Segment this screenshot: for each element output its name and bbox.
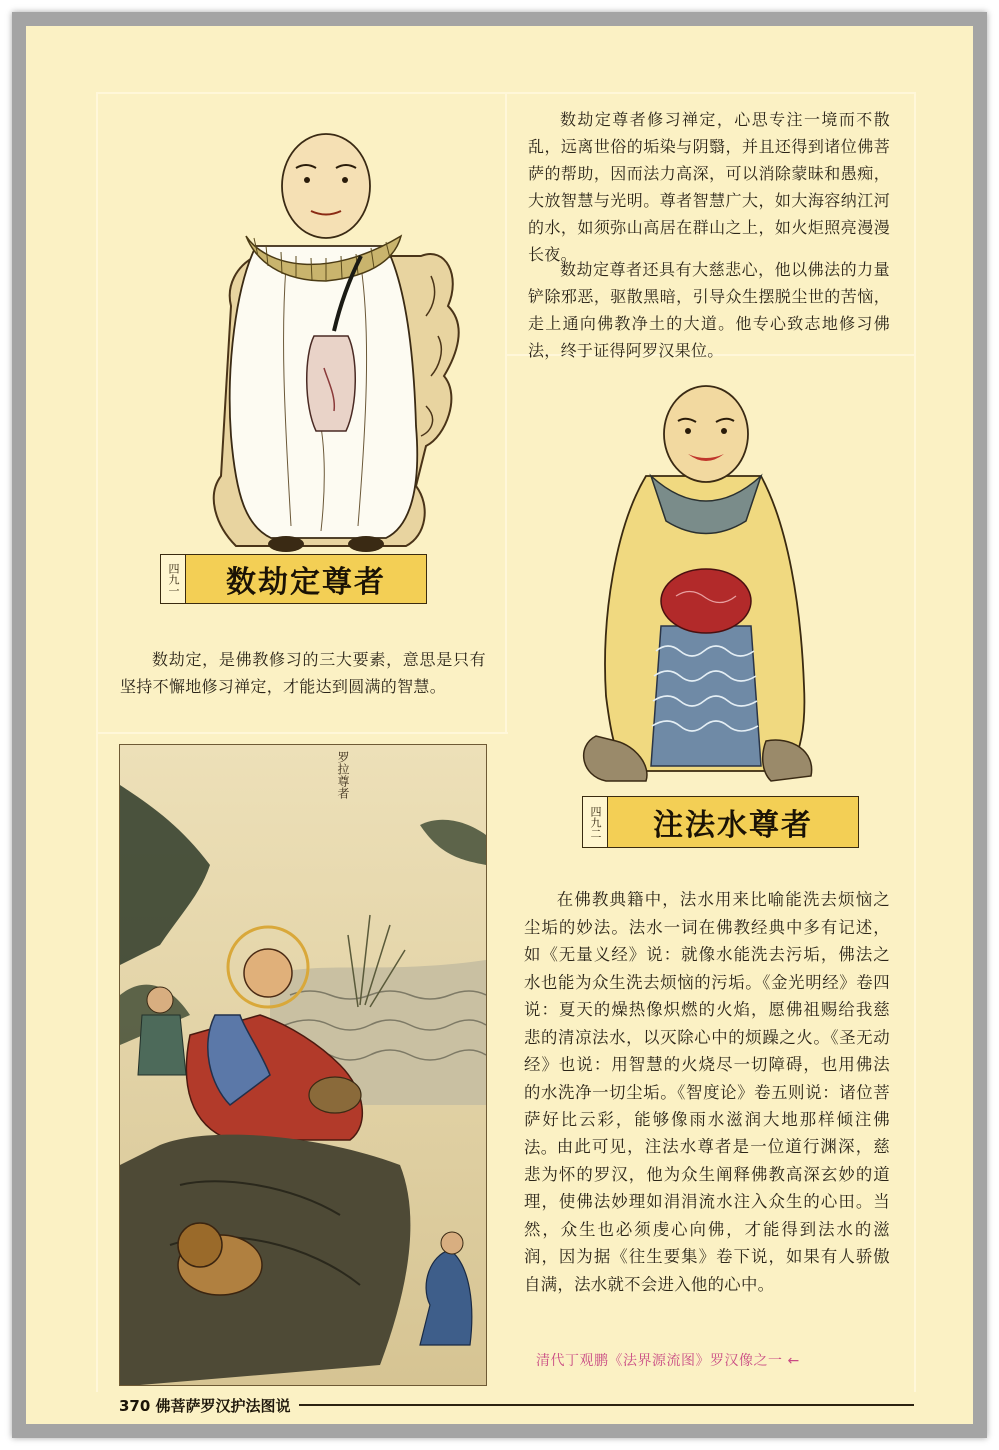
right-margin-rule	[914, 92, 916, 1392]
left-figure-title: 数劫定尊者	[186, 554, 427, 604]
left-figure-number: 四九一	[160, 554, 186, 604]
left-middle-rule	[96, 732, 508, 734]
painting-caption: 清代丁观鹏《法界源流图》罗汉像之一 ←	[536, 1353, 800, 1369]
right-top-paragraph-1: 数劫定尊者修习禅定，心思专注一境而不散乱，远离世俗的垢染与阴翳，并且还得到诸位佛菩萨的帮助，因而法力高深，可以消除蒙昧和愚痴，大放智慧与光明。尊者智慧广大，如大海容纳江河的水，如须弥山高居在群山之上，如火炬照亮漫漫长夜。	[528, 110, 890, 264]
book-page	[26, 26, 973, 1424]
center-rule	[505, 92, 507, 732]
left-figure-description: 数劫定，是佛教修习的三大要素，意思是只有坚持不懈地修习禅定，才能达到圆满的智慧。	[120, 650, 486, 696]
right-figure-paragraph-1: 在佛教典籍中，法水用来比喻能洗去烦恼之尘垢的妙法。法水一词在佛教经典中多有记述，如《无量义经》说：就像水能洗去污垢，佛法之水也能为众生洗去烦恼的污垢。《金光明经》卷四说：夏天的燥热像炽燃的火焰，愿佛祖赐给我慈悲的清凉法水，以灭除心中的烦躁之火。《圣无动经》也说：用智慧的火烧尽一切障碍，也用佛法的水洗净一切尘垢。《智度论》卷五则说：诸位菩萨好比云彩，能够像雨水滋润大地那样倾注佛法。	[524, 890, 890, 1157]
arhat-painting	[119, 744, 487, 1386]
right-figure-number: 四九二	[582, 796, 608, 848]
top-rule	[96, 92, 916, 94]
seated-arhat-illustration	[176, 106, 476, 566]
right-figure-title-box	[582, 796, 859, 848]
standing-arhat-illustration	[556, 376, 856, 786]
left-margin-rule	[96, 92, 98, 1392]
footer-rule	[299, 1404, 914, 1406]
left-figure-title-box	[160, 554, 427, 604]
right-top-paragraph-2: 数劫定尊者还具有大慈悲心，他以佛法的力量铲除邪恶，驱散黑暗，引导众生摆脱尘世的苦恼，走上通向佛教净土的大道。他专心致志地修习佛法，终于证得阿罗汉果位。	[528, 260, 890, 360]
painting-vertical-label: 罗拉尊者	[336, 751, 350, 799]
painting-scene	[120, 745, 486, 1385]
right-figure-title: 注法水尊者	[608, 796, 859, 848]
right-figure-paragraph-2: 由此可见，注法水尊者是一位道行渊深，慈悲为怀的罗汉，他为众生阐释佛教高深玄妙的道理，使佛法妙理如涓涓流水注入众生的心田。当然，众生也必须虔心向佛，才能得到法水的滋润，因为据《往生要集》卷下说，如果有人骄傲自满，法水就不会进入他的心中。	[524, 1137, 890, 1294]
page-footer	[119, 1394, 914, 1416]
footer-page-label: 370 佛菩萨罗汉护法图说	[119, 1395, 299, 1416]
